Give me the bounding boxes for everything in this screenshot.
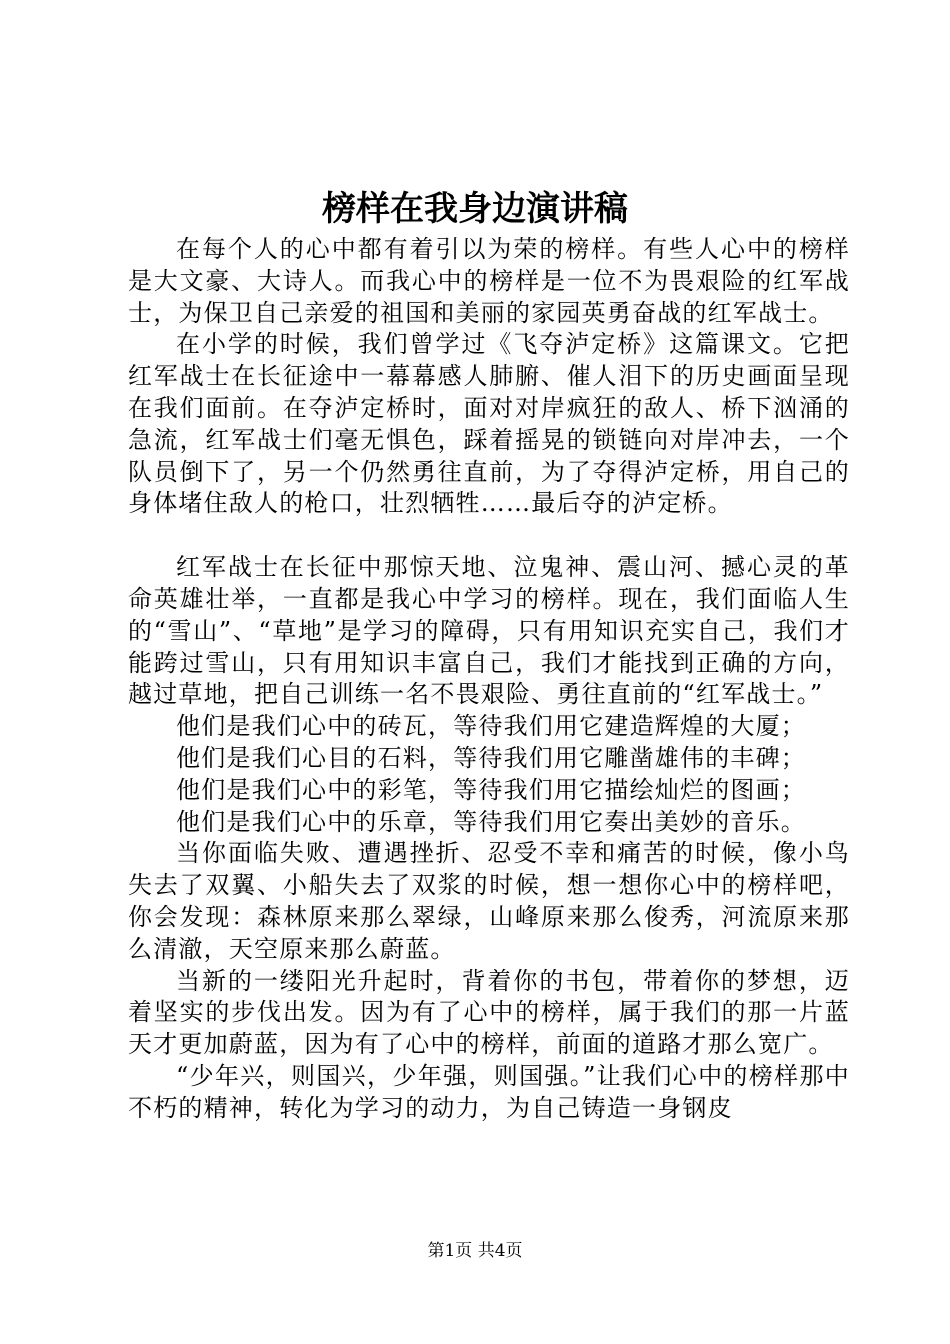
paragraph: 红军战士在长征中那惊天地、泣鬼神、震山河、撼心灵的革命英雄壮举，一直都是我心中学习的榜样。现在，我们面临人生的“雪山”、“草地”是学习的障碍，只有用知识充实自己，我们才能跨过雪山，只有用知识丰富自己，我们才能找到正确的方向，越过草地，把自己训练一名不畏艰险、勇往直前的“红军战士。” [128,553,850,709]
paragraph: 当你面临失败、遭遇挫折、忍受不幸和痛苦的时候，像小鸟失去了双翼、小船失去了双浆的时候，想一想你心中的榜样吧，你会发现：森林原来那么翠绿，山峰原来那么俊秀，河流原来那么清澈，天空原来那么蔚蓝。 [128,839,850,963]
paragraph: 他们是我们心中的乐章，等待我们用它奏出美妙的音乐。 [176,807,806,836]
paragraph: 在每个人的心中都有着引以为荣的榜样。有些人心中的榜样是大文豪、大诗人。而我心中的榜样是一位不为畏艰险的红军战士，为保卫自己亲爱的祖国和美丽的家园英勇奋战的红军战士。 [128,235,850,327]
paragraph: 在小学的时候，我们曾学过《飞夺泸定桥》这篇课文。它把红军战士在长征途中一幕幕感人肺腑、催人泪下的历史画面呈现在我们面前。在夺泸定桥时，面对对岸疯狂的敌人、桥下汹涌的急流，红军战士们毫无惧色，踩着摇晃的锁链向对岸冲去，一个队员倒下了，另一个仍然勇往直前，为了夺得泸定桥，用自己的身体堵住敌人的枪口，壮烈牺牲……最后夺的泸定桥。 [128,330,850,518]
paragraph: 他们是我们心中的砖瓦，等待我们用它建造辉煌的大厦； [176,712,806,741]
paragraph: 当新的一缕阳光升起时，背着你的书包，带着你的梦想，迈着坚实的步伐出发。因为有了心中的榜样，属于我们的那一片蓝天才更加蔚蓝，因为有了心中的榜样，前面的道路才那么宽广。 [128,966,850,1059]
paragraph: “少年兴，则国兴，少年强，则国强。”让我们心中的榜样那中不朽的精神，转化为学习的动力，为自己铸造一身钢皮 [128,1061,850,1122]
paragraph: 他们是我们心目的石料，等待我们用它雕凿雄伟的丰碑； [176,743,806,772]
page-title: 榜样在我身边演讲稿 [322,189,628,229]
document-body [128,234,850,1125]
paragraph: 他们是我们心中的彩笔，等待我们用它描绘灿烂的图画； [176,775,806,804]
page-footer: 第1页 共4页 [427,1241,523,1261]
